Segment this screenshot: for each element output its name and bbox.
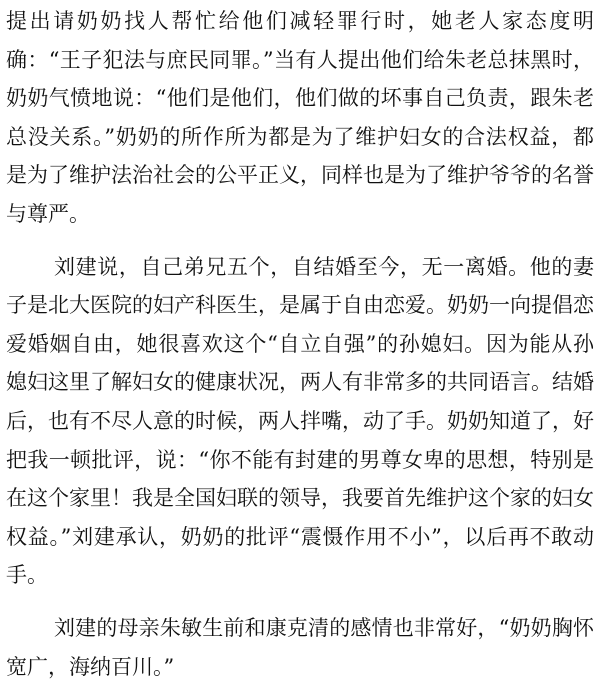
paragraph-2: 刘建说，自己弟兄五个，自结婚至今，无一离婚。他的妻子是北大医院的妇产科医生，是属于自由恋爱。奶奶一向提倡恋爱婚姻自由，她很喜欢这个“自立自强”的孙媳妇。因为能从孙媳妇这里了解妇女的健康状况，两人有非常多的共同语言。结婚后，也有不尽人意的时候，两人拌嘴，动了手。奶奶知道了，好把我一顿批评，说：“你不能有封建的男尊女卑的思想，特别是在这个家里！我是全国妇联的领导，我要首先维护这个家的妇女权益。”刘建承认，奶奶的批评“震慑作用不小”，以后再不敢动手。	[6, 254, 594, 588]
paragraph-3: 刘建的母亲朱敏生前和康克清的感情也非常好，“奶奶胸怀宽广，海纳百川。”	[6, 615, 594, 679]
paragraph-1: 提出请奶奶找人帮忙给他们减轻罪行时，她老人家态度明确：“王子犯法与庶民同罪。”当有人提出他们给朱老总抹黑时，奶奶气愤地说：“他们是他们，他们做的坏事自己负责，跟朱老总没关系。”奶奶的所作所为都是为了维护妇女的合法权益，都是为了维护法治社会的公平正义，同样也是为了维护爷爷的名誉与尊严。	[6, 9, 594, 226]
